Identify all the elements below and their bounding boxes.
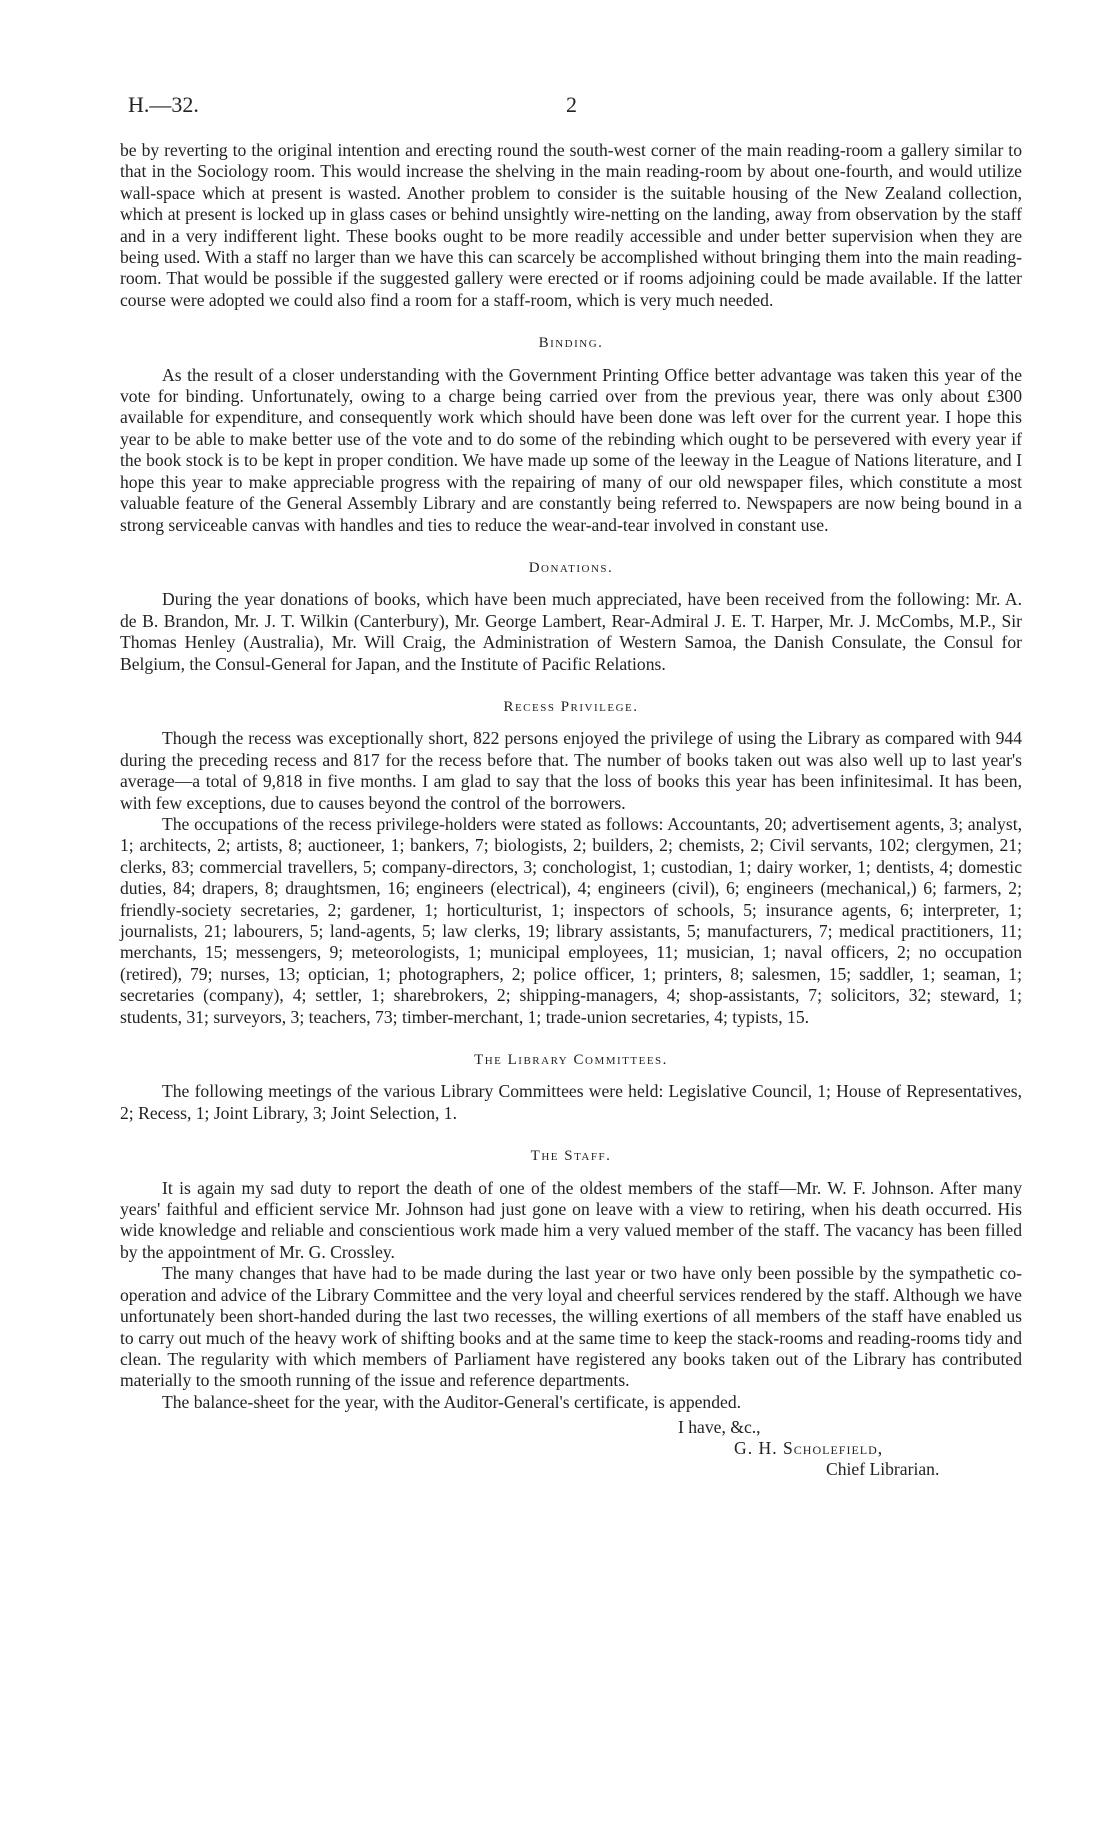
document-body <box>120 140 1022 1487</box>
staff-paragraph: The many changes that have had to be made during the last year or two have only been possible by the sympathetic co-operation and advice of the Library Committee and the very loyal and cheerful services rendered by the staff. Although we have unfortunately been short-handed during the last two recesses, the willing exertions of all members of the staff have enabled us to carry out much of the heavy work of shifting books and at the same time to keep the stack-rooms and reading-rooms tidy and clean. The regularity with which members of Parliament have registered any books taken out of the Library has contributed materially to the smooth running of the issue and reference departments. <box>120 1263 1022 1391</box>
section-heading-donations: Donations. <box>528 559 614 576</box>
signature-block <box>120 1417 1022 1487</box>
recess-paragraph: Though the recess was exceptionally short, 822 persons enjoyed the privilege of using the Library as compared with 944 during the preceding recess and 817 for the recess before that. The number of books taken out was also well up to last year's average—a total of 9,818 in five months. I am glad to say that the loss of books this year has been infinitesimal. It has been, with few exceptions, due to causes beyond the control of the borrowers. <box>120 728 1022 813</box>
balance-sheet-paragraph: The balance-sheet for the year, with the Auditor-General's certificate, is appended. <box>162 1391 742 1412</box>
section-heading-binding: Binding. <box>538 335 604 352</box>
signatory-name-text: G. H. Scholefield, <box>734 1438 884 1459</box>
document-reference: H.—32. <box>128 92 199 117</box>
occupations-paragraph: The occupations of the recess privilege-holders were stated as follows: Accountants, 20; advertisement agents, 3; analyst, 1; architects, 2; artists, 8; auctioneer, 1; bankers, 7; biologists, 2; builders, 2; chemists, 2; Civil servants, 102; clergymen, 21; clerks, 83; commercial travellers, 5; company-directors, 3; conchologist, 1; custodian, 1; dairy worker, 1; dentists, 4; domestic duties, 84; drapers, 8; draughtsmen, 16; engineers (electrical), 4; engineers (civil), 6; engineers (mechanical,) 6; farmers, 2; friendly-society secretaries, 2; gardener, 1; horticulturist, 1; inspectors of schools, 5; insurance agents, 6; interpreter, 1; journalists, 21; labourers, 5; land-agents, 5; law clerks, 19; library assistants, 5; manufacturers, 7; medical practitioners, 11; merchants, 15; messengers, 9; meteorologists, 1; municipal employees, 11; musician, 1; naval officers, 2; no occupation (retired), 79; nurses, 13; optician, 1; photographers, 2; police officer, 1; printers, 8; salesmen, 15; saddler, 1; seaman, 1; secretaries (company), 4; settler, 1; sharebrokers, 2; shipping-managers, 4; shop-assistants, 7; solicitors, 32; steward, 1; students, 31; surveyors, 3; teachers, 73; timber-merchant, 1; trade-union secretaries, 4; typists, 15. <box>120 813 1022 1027</box>
page-number: 2 <box>566 92 577 117</box>
page-header <box>128 92 1008 116</box>
signatory-name <box>734 1438 883 1459</box>
donations-paragraph: During the year donations of books, which have been much appreciated, have been received from the following: Mr. A. de B. Brandon, Mr. J. T. Wilkin (Canterbury), Mr. George Lambert, Rear-Admiral J. E. T. Harper, Mr. J. McCombs, M.P., Sir Thomas Henley (Australia), Mr. Will Craig, the Administration of Western Samoa, the Danish Consulate, the Consul for Belgium, the Consul-General for Japan, and the Institute of Pacific Relations. <box>120 589 1022 674</box>
closing-line: I have, &c., <box>678 1417 761 1438</box>
staff-paragraph: It is again my sad duty to report the death of one of the oldest members of the staff—Mr. W. F. Johnson. After many years' faithful and efficient service Mr. Johnson had just gone on leave with a view to retiring, when his death occurred. His wide knowledge and reliable and conscientious work made him a very valued member of the staff. The vacancy has been filled by the appointment of Mr. G. Crossley. <box>120 1177 1022 1262</box>
section-heading-library-committees: The Library Committees. <box>474 1052 668 1069</box>
section-heading-staff: The Staff. <box>530 1148 612 1165</box>
intro-paragraph: be by reverting to the original intention and erecting round the south-west corner of the main reading-room a gallery similar to that in the Sociology room. This would increase the shelving in the main reading-room by about one-fourth, and would utilize wall-space which at present is wasted. Another problem to consider is the suitable housing of the New Zealand collection, which at present is locked up in glass cases or behind unsightly wire-netting on the landing, away from observation by the staff and in a very indifferent light. These books ought to be more readily accessible and under better supervision when they are being used. With a staff no larger than we have this can scarcely be accomplished without bringing them into the main reading-room. That would be possible if the suggested gallery were erected or if rooms adjoining could be made available. If the latter course were adopted we could also find a room for a staff-room, which is very much needed. <box>120 140 1022 310</box>
section-heading-recess-privilege: Recess Privilege. <box>503 698 639 715</box>
binding-paragraph: As the result of a closer understanding with the Government Printing Office better advantage was taken this year of the vote for binding. Unfortunately, owing to a charge being carried over from the previous year, there was only about £300 available for expenditure, and consequently work which should have been done was left over for the current year. I hope this year to be able to make better use of the vote and to do some of the rebinding which ought to be persevered with every year if the book stock is to be kept in proper condition. We have made up some of the leeway in the League of Nations literature, and I hope this year to make appreciable progress with the repairing of many of our old newspaper files, which constitute a most valuable feature of the General Assembly Library and are constantly being referred to. Newspapers are now being bound in a strong serviceable canvas with handles and ties to reduce the wear-and-tear involved in constant use. <box>120 364 1022 535</box>
committees-paragraph: The following meetings of the various Library Committees were held: Legislative Council, 1; House of Representatives, 2; Recess, 1; Joint Library, 3; Joint Selection, 1. <box>120 1081 1022 1123</box>
signatory-title: Chief Librarian. <box>826 1459 940 1480</box>
